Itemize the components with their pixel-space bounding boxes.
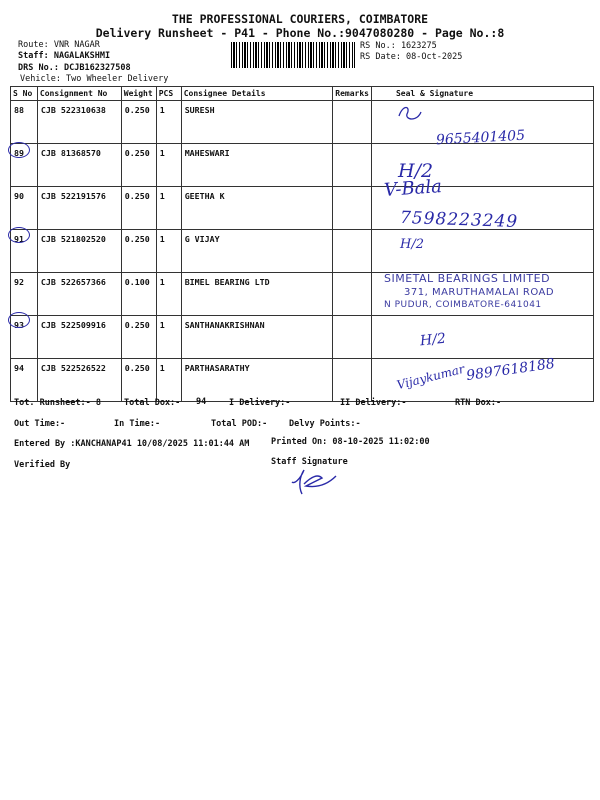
row-pcs: 1 <box>156 316 181 359</box>
total-pod: Total POD:- <box>211 419 268 429</box>
delvy-points: Delvy Points:- <box>289 419 361 429</box>
row-pcs: 1 <box>156 101 181 144</box>
row-signature <box>371 316 593 359</box>
total-runsheet: Tot. Runsheet:- 8 <box>14 398 101 408</box>
row-weight: 0.250 <box>121 359 156 402</box>
row-remarks <box>333 230 372 273</box>
row-weight: 0.100 <box>121 273 156 316</box>
row-weight: 0.250 <box>121 101 156 144</box>
row-pcs: 1 <box>156 273 181 316</box>
i-delivery: I Delivery:- <box>229 398 291 408</box>
row-sno: 94 <box>11 359 38 402</box>
stamp-line: N PUDUR, COIMBATORE-641041 <box>384 300 542 310</box>
row-remarks <box>333 187 372 230</box>
row-sno: 92 <box>11 273 38 316</box>
row-sno: 93 <box>11 316 38 359</box>
row-pcs: 1 <box>156 359 181 402</box>
row-consignee: MAHESWARI <box>181 144 333 187</box>
col-seal-signature: Seal & Signature <box>371 87 593 101</box>
rs-number: RS No.: 1623275 <box>360 41 437 51</box>
out-time: Out Time:- <box>14 419 66 429</box>
row-weight: 0.250 <box>121 230 156 273</box>
row-consignee: SURESH <box>181 101 333 144</box>
entered-by: Entered By :KANCHANAP41 10/08/2025 11:01:44 AM <box>14 439 250 449</box>
col-weight: Weight <box>121 87 156 101</box>
row-consignment: CJB 522526522 <box>37 359 121 402</box>
rs-date: RS Date: 08-Oct-2025 <box>360 52 463 62</box>
handwritten-mark: H/2 <box>419 330 447 350</box>
printed-on: Printed On: 08-10-2025 11:02:00 <box>271 437 430 447</box>
row-consignment: CJB 522509916 <box>37 316 121 359</box>
table-row <box>11 144 594 187</box>
in-time: In Time:- <box>114 419 161 429</box>
runsheet-subtitle: Delivery Runsheet - P41 - Phone No.:9047080280 - Page No.:8 <box>95 26 505 40</box>
row-consignee: BIMEL BEARING LTD <box>181 273 333 316</box>
handwritten-name: Vijaykumar <box>395 361 466 393</box>
row-pcs: 1 <box>156 187 181 230</box>
handwritten-name: V-Bala <box>383 176 443 201</box>
row-remarks <box>333 101 372 144</box>
verified-by: Verified By <box>14 460 71 470</box>
circle-mark <box>8 227 30 243</box>
row-weight: 0.250 <box>121 144 156 187</box>
total-dox-label: Total Dox:- <box>124 398 181 408</box>
signature-scribble <box>395 102 425 128</box>
row-consignee: PARTHASARATHY <box>181 359 333 402</box>
table-header-row <box>11 87 594 101</box>
row-remarks <box>333 273 372 316</box>
col-consignee: Consignee Details <box>181 87 333 101</box>
handwritten-phone: 9655401405 <box>435 127 526 149</box>
route-label: Route: VNR NAGAR <box>18 40 100 50</box>
row-weight: 0.250 <box>121 187 156 230</box>
barcode <box>231 42 355 68</box>
handwritten-phone: 9897618188 <box>465 355 556 385</box>
row-sno: 88 <box>11 101 38 144</box>
stamp-line: 371, MARUTHAMALAI ROAD <box>404 287 555 298</box>
row-consignment: CJB 522657366 <box>37 273 121 316</box>
row-sno: 91 <box>11 230 38 273</box>
circle-mark <box>8 142 30 158</box>
handwritten-phone: 7598223249 <box>399 207 519 233</box>
circle-mark <box>8 312 30 328</box>
col-sno: S No <box>11 87 38 101</box>
table-row <box>11 230 594 273</box>
row-sno: 90 <box>11 187 38 230</box>
row-consignee: GEETHA K <box>181 187 333 230</box>
col-consignment: Consignment No <box>37 87 121 101</box>
row-consignment: CJB 81368570 <box>37 144 121 187</box>
row-consignment: CJB 521802520 <box>37 230 121 273</box>
handwritten-mark: H/2 <box>400 237 424 252</box>
company-title: THE PROFESSIONAL COURIERS, COIMBATORE <box>171 12 429 26</box>
stamp-line: SIMETAL BEARINGS LIMITED <box>384 272 551 285</box>
rtn-dox: RTN Dox:- <box>455 398 502 408</box>
row-remarks <box>333 359 372 402</box>
staff-signature-scribble <box>288 466 348 496</box>
row-consignee: G VIJAY <box>181 230 333 273</box>
ii-delivery: II Delivery:- <box>340 398 407 408</box>
vehicle-label: Vehicle: Two Wheeler Delivery <box>20 74 169 84</box>
row-pcs: 1 <box>156 230 181 273</box>
row-remarks <box>333 144 372 187</box>
table-row <box>11 316 594 359</box>
row-weight: 0.250 <box>121 316 156 359</box>
staff-label: Staff: NAGALAKSHMI <box>18 51 111 61</box>
total-dox-value: 94 <box>196 397 207 407</box>
drs-label: DRS No.: DCJB162327508 <box>18 63 131 73</box>
row-remarks <box>333 316 372 359</box>
row-consignee: SANTHANAKRISHNAN <box>181 316 333 359</box>
row-consignment: CJB 522191576 <box>37 187 121 230</box>
row-sno: 89 <box>11 144 38 187</box>
row-consignment: CJB 522310638 <box>37 101 121 144</box>
staff-signature-label: Staff Signature <box>271 457 348 467</box>
col-remarks: Remarks <box>333 87 372 101</box>
col-pcs: PCS <box>156 87 181 101</box>
row-pcs: 1 <box>156 144 181 187</box>
handwritten-mark: H/2 <box>398 160 434 182</box>
